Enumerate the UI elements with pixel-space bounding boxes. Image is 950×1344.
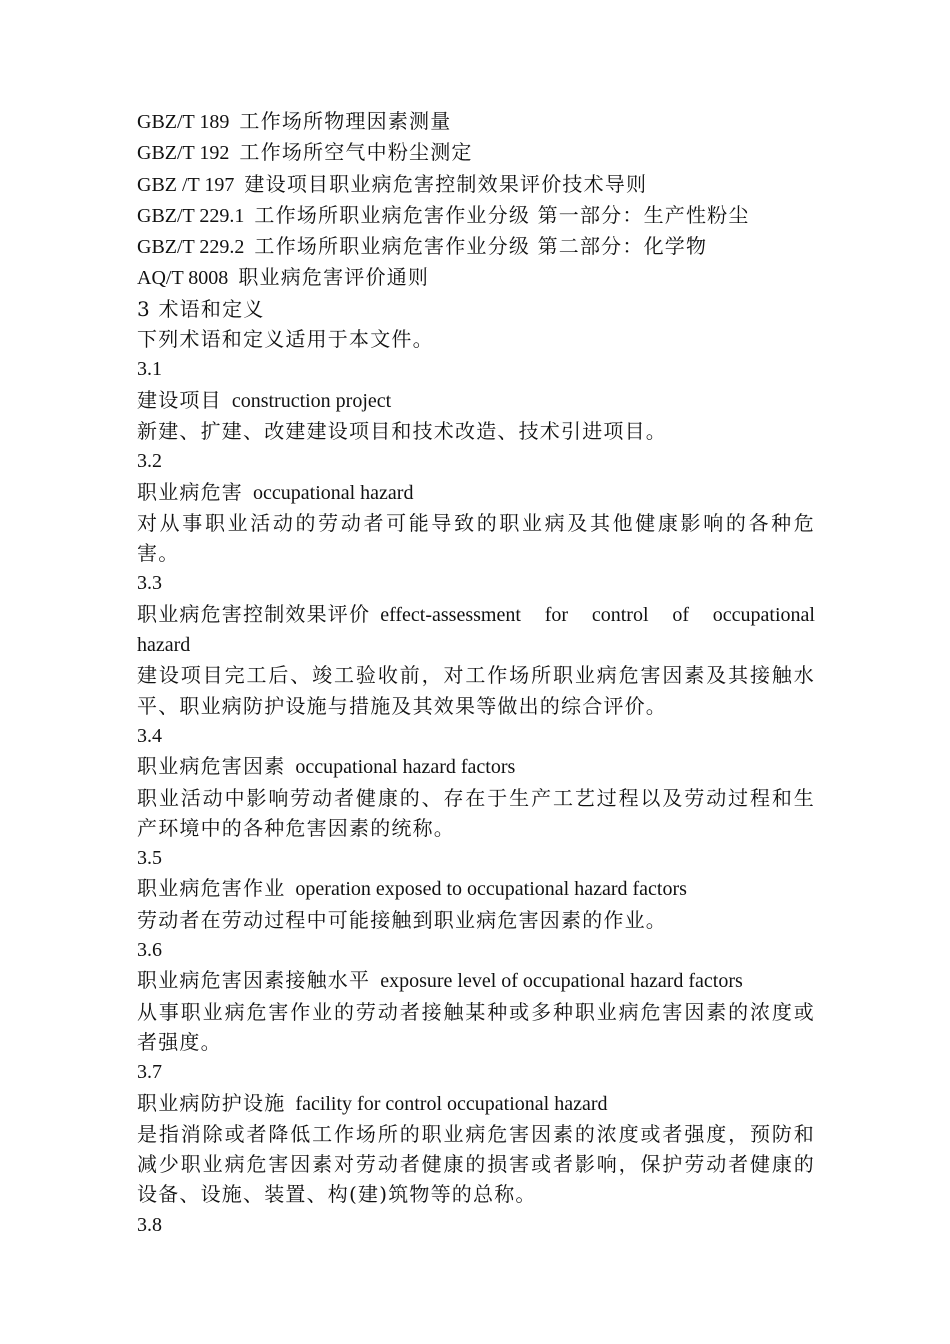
document-body [137,106,815,1240]
term-number: 3.1 [137,358,162,381]
term-number: 3.5 [137,847,162,870]
reference-item [137,106,815,137]
term-english-word: of [672,603,689,626]
term-chinese: 职业病危害作业 [137,876,286,901]
term-entry [137,1057,815,1209]
reference-code: GBZ/T 189 [137,111,230,133]
term-definition: 从事职业病危害作业的劳动者接触某种或多种职业病危害因素的浓度或者强度。 [137,999,815,1054]
term-definition: 是指消除或者降低工作场所的职业病危害因素的浓度或者强度，预防和减少职业病危害因素对劳动者健康的损害或者影响，保护劳动者健康的设备、设施、装置、构(建)筑物等的总称。 [137,1121,815,1207]
term-english: exposure level of occupational hazard factors [380,970,743,993]
term-title [137,599,815,630]
term-english: occupational hazard factors [295,756,516,779]
term-chinese: 职业病危害因素 [137,754,286,779]
reference-item [137,200,815,231]
term-chinese: 建设项目 [137,387,222,412]
reference-title: 工作场所职业病危害作业分级 第一部分：生产性粉尘 [254,202,750,227]
term-english [380,600,815,630]
term-entry [137,446,815,568]
term-number: 3.6 [137,939,162,962]
reference-code: GBZ/T 229.1 [137,204,245,227]
term-title [137,477,815,508]
term-english-word: occupational [712,603,815,626]
term-entry [137,1210,815,1240]
term-definition: 职业活动中影响劳动者健康的、存在于生产工艺过程以及劳动过程和生产环境中的各种危害因素的统称。 [137,785,815,840]
term-definition: 劳动者在劳动过程中可能接触到职业病危害因素的作业。 [137,907,667,932]
term-chinese: 职业病危害 [137,479,243,504]
term-english: facility for control occupational hazard [295,1092,608,1115]
section-intro: 下列术语和定义适用于本文件。 [137,327,434,352]
term-number: 3.8 [137,1213,162,1236]
term-entry [137,354,815,446]
term-entry [137,568,815,720]
normative-references-list [137,106,815,294]
term-english-word: control [591,603,649,626]
reference-item [137,169,815,200]
term-entry [137,721,815,843]
term-title [137,965,815,996]
reference-code: GBZ /T 197 [137,173,235,196]
term-chinese: 职业病危害控制效果评价 [137,601,371,626]
term-definition: 对从事职业活动的劳动者可能导致的职业病及其他健康影响的各种危害。 [137,510,815,566]
reference-title: 工作场所空气中粉尘测定 [239,140,473,165]
term-chinese: 职业病危害因素接触水平 [137,968,371,993]
term-entry [137,935,815,1057]
reference-item [137,137,815,168]
term-entry [137,843,815,935]
term-number: 3.4 [137,724,162,747]
term-definition: 建设项目完工后、竣工验收前，对工作场所职业病危害因素及其接触水平、职业病防护设施与措施及其效果等做出的综合评价。 [137,663,815,718]
term-number: 3.7 [137,1061,162,1084]
reference-title: 工作场所物理因素测量 [239,109,452,133]
term-title [137,873,815,904]
reference-code: GBZ/T 229.2 [137,236,245,259]
term-number: 3.2 [137,450,162,473]
term-english-word: effect-assessment [380,603,521,626]
reference-code: GBZ/T 192 [137,142,230,165]
term-english: occupational hazard [253,481,414,504]
reference-title: 职业病危害评价通则 [238,265,430,290]
term-english-word: for [544,603,569,626]
reference-item [137,262,815,293]
section-heading: 3 术语和定义 [137,296,265,321]
reference-title: 建设项目职业病危害控制效果评价技术导则 [244,171,648,196]
term-title [137,751,815,782]
term-english-continued: hazard [137,634,191,657]
term-english: construction project [231,389,392,412]
term-chinese: 职业病防护设施 [137,1090,286,1115]
term-definition: 新建、扩建、改建建设项目和技术改造、技术引进项目。 [137,418,667,443]
term-number: 3.3 [137,572,162,595]
term-english: operation exposed to occupational hazard factors [295,878,687,901]
reference-item [137,231,815,262]
term-title [137,385,815,416]
term-title [137,1088,815,1119]
reference-title: 工作场所职业病危害作业分级 第二部分：化学物 [254,234,708,259]
reference-code: AQ/T 8008 [137,267,229,290]
